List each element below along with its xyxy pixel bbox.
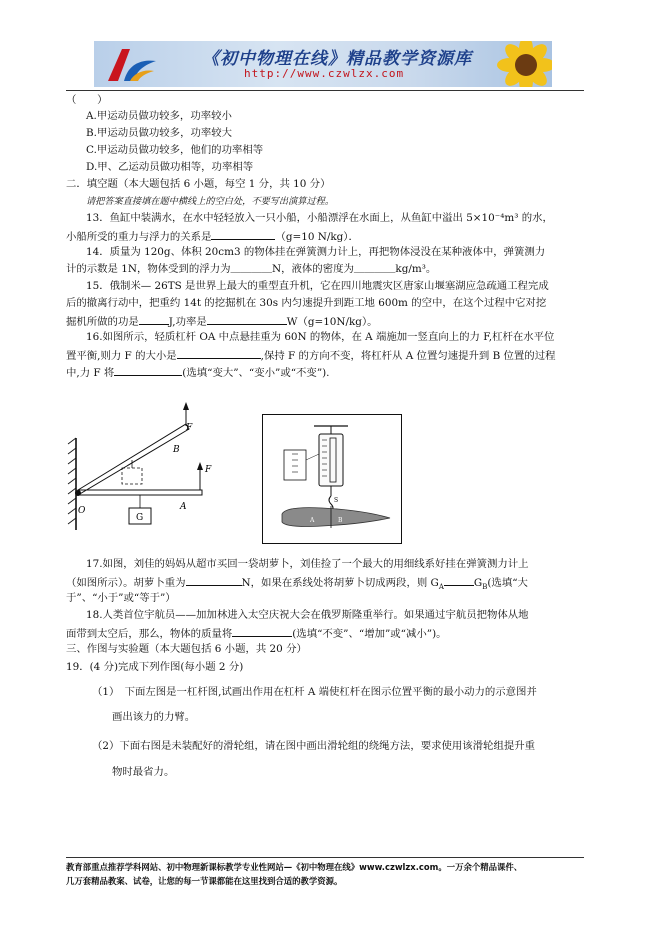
lever-figure: [62, 398, 222, 548]
header-rule: [66, 90, 584, 91]
q17-text-pre: （如图所示）。胡萝卜重为: [66, 577, 186, 589]
option-c: C.甲运动员做功较多，他们的功率相等: [86, 144, 264, 156]
header-banner: [94, 41, 552, 87]
spring-scale-body: [319, 434, 343, 486]
q17-line1: 17.如图，刘佳的妈妈从超市买回一袋胡萝卜，刘佳捡了一个最大的用细线系好挂在弹簧测力计上: [86, 558, 529, 570]
label-f-top: F: [186, 423, 193, 433]
carrot-label-a: A: [310, 517, 315, 524]
paren-blank: （ ）: [66, 94, 108, 106]
q13-text-pre: 小船所受的重力与浮力的关系是: [66, 231, 212, 243]
scale-inset: [284, 450, 306, 480]
label-b: B: [173, 445, 180, 455]
q16-text-post: ,保持 F 的方向不变，将杠杆从 A 位置匀速提升到 B 位置的过程: [260, 350, 556, 362]
q18-mass-blank[interactable]: [232, 626, 292, 637]
section-2-title: 二．填空题（本大题包括 6 小题，每空 1 分，共 10 分）: [66, 178, 331, 190]
q17-weight-blank[interactable]: [186, 575, 242, 586]
q17-compare-blank[interactable]: [444, 575, 474, 586]
force-arrow-a-head: [197, 462, 203, 470]
q15-work-blank[interactable]: [139, 314, 169, 325]
footer-line2: 几万套精品教案、试卷，让您的每一节课都能在这里找到合适的教学资源。: [66, 876, 343, 886]
q13-answer-blank[interactable]: [211, 229, 275, 240]
q13-text-post: （g=10 N/kg）．: [275, 231, 359, 243]
label-g: G: [136, 513, 144, 523]
q13-line2: [66, 229, 359, 244]
q18-text-post: (选填“不变”、“增加”或“减小”)。: [292, 628, 447, 640]
label-a: A: [180, 502, 187, 512]
weight-box-b: [122, 468, 142, 484]
q16-text-pre2: 中,力 F 将: [66, 367, 115, 379]
q16-line2: [66, 348, 555, 363]
section-3-title: 三、作图与实验题（本大题包括 6 小题，共 20 分）: [66, 643, 307, 655]
label-o: O: [78, 506, 86, 516]
force-arrow-b-head: [183, 402, 189, 410]
q16-text-pre: 置平衡,则力 F 的大小是: [66, 350, 177, 362]
option-b: B.甲运动员做功较多，功率较大: [86, 127, 233, 139]
option-d: D.甲、乙运动员做功相等，功率相等: [86, 161, 254, 173]
q16-text-post2: (选填“变大”、“变小”或“不变”).: [182, 367, 330, 379]
q16-change-blank[interactable]: [114, 365, 182, 376]
q15-line1: 15．俄制米— 26TS 是世界上最大的重型直升机，它在四川地震灾区唐家山堰塞湖应急疏通工程完成: [86, 280, 549, 292]
label-f: F: [205, 465, 212, 475]
q15-text-mid: J,功率是: [168, 316, 207, 328]
q16-line3: [66, 365, 330, 380]
lever-inclined: [78, 424, 189, 495]
q19-2-line1: （2）下面右图是未装配好的滑轮组，请在图中画出滑轮组的绕绳方法，要求使用该滑轮组提升重: [92, 740, 536, 752]
q17-text-mid: N，如果在系线处将胡萝卜切成两段，则 G: [241, 577, 439, 589]
banner-url[interactable]: http://www.czwlzx.com: [244, 67, 405, 80]
carrot-label-b: B: [338, 517, 343, 524]
lever-wall-hatch: [68, 438, 76, 524]
q17-line3: 于”、“小于”或“等于”）: [66, 592, 176, 604]
section-2-note: 请把答案直接填在题中横线上的空白处，不要写出演算过程。: [86, 196, 335, 207]
sunflower-icon: [486, 41, 552, 87]
q14-line2: 计的示数是 1N，物体受到的浮力为＿＿＿＿N，液体的密度为＿＿＿＿kg/m³。: [66, 263, 437, 275]
q15-power-blank[interactable]: [207, 314, 287, 325]
q19-title: 19．(4 分)完成下列作图(每小题 2 分): [66, 661, 244, 673]
carrot-shape: [282, 508, 390, 527]
scale-figure: [262, 414, 402, 544]
scale-inset-pointer: [306, 454, 319, 460]
q17-text-post: G: [473, 577, 483, 589]
q13-line1: 13．鱼缸中装满水，在水中轻轻放入一只小船，小船漂浮在水面上，从鱼缸中溢出 5×10⁻⁴m³ 的水，: [86, 212, 553, 224]
site-logo-icon: [104, 45, 160, 85]
q18-line1: 18.人类首位宇航员——加加林进入太空庆祝大会在俄罗斯隆重举行。如果通过宇航员把物体从地: [86, 609, 529, 621]
footer-line1: 教育部重点推荐学科网站、初中物理新课标教学专业性网站—《初中物理在线》www.czwlzx.com。一万余个精品课件、: [66, 862, 523, 872]
banner-title: 《初中物理在线》精品教学资源库: [202, 49, 472, 69]
q19-1-line2: 画出该力的力臂。: [112, 711, 196, 723]
q18-text-pre: 面带到太空后，那么，物体的质量将: [66, 628, 233, 640]
q16-force-blank[interactable]: [177, 348, 261, 359]
q15-text-post: W（g=10N/kg）。: [286, 316, 378, 328]
q19-2-line2: 物时最省力。: [112, 766, 175, 778]
scale-label-s: S: [334, 497, 339, 504]
footer-rule: [66, 857, 584, 858]
option-a: A.甲运动员做功较多，功率较小: [86, 110, 232, 122]
q19-1-line1: （1） 下面左图是一杠杆图,试画出作用在杠杆 A 端使杠杆在图示位置平衡的最小动力的示意图并: [92, 686, 537, 698]
lever-horizontal: [78, 490, 202, 495]
q17-line2: （如图所示）。胡萝卜重为 N，如果在系线处将胡萝卜切成两段，则 $G_A$ $G_B$(选填“大: [66, 577, 528, 592]
q15-line3: [66, 314, 378, 329]
q14-line1: 14．质量为 120g、体积 20cm3 的物体挂在弹簧测力计上，再把物体浸没在某种液体中，弹簧测力: [86, 246, 546, 258]
q16-line1: 16.如图所示，轻质杠杆 OA 中点悬挂重为 60N 的物体，在 A 端施加一竖直向上的力 F,杠杆在水平位: [86, 331, 555, 343]
q17-text-end: (选填“大: [487, 577, 528, 589]
q15-line2: 后的撤离行动中，把重约 14t 的挖掘机在 30s 内匀速提升到距工地 600m 的空中，在这个过程中它对挖: [66, 297, 547, 309]
q15-text-pre: 掘机所做的功是: [66, 316, 139, 328]
q18-line2: [66, 626, 447, 641]
